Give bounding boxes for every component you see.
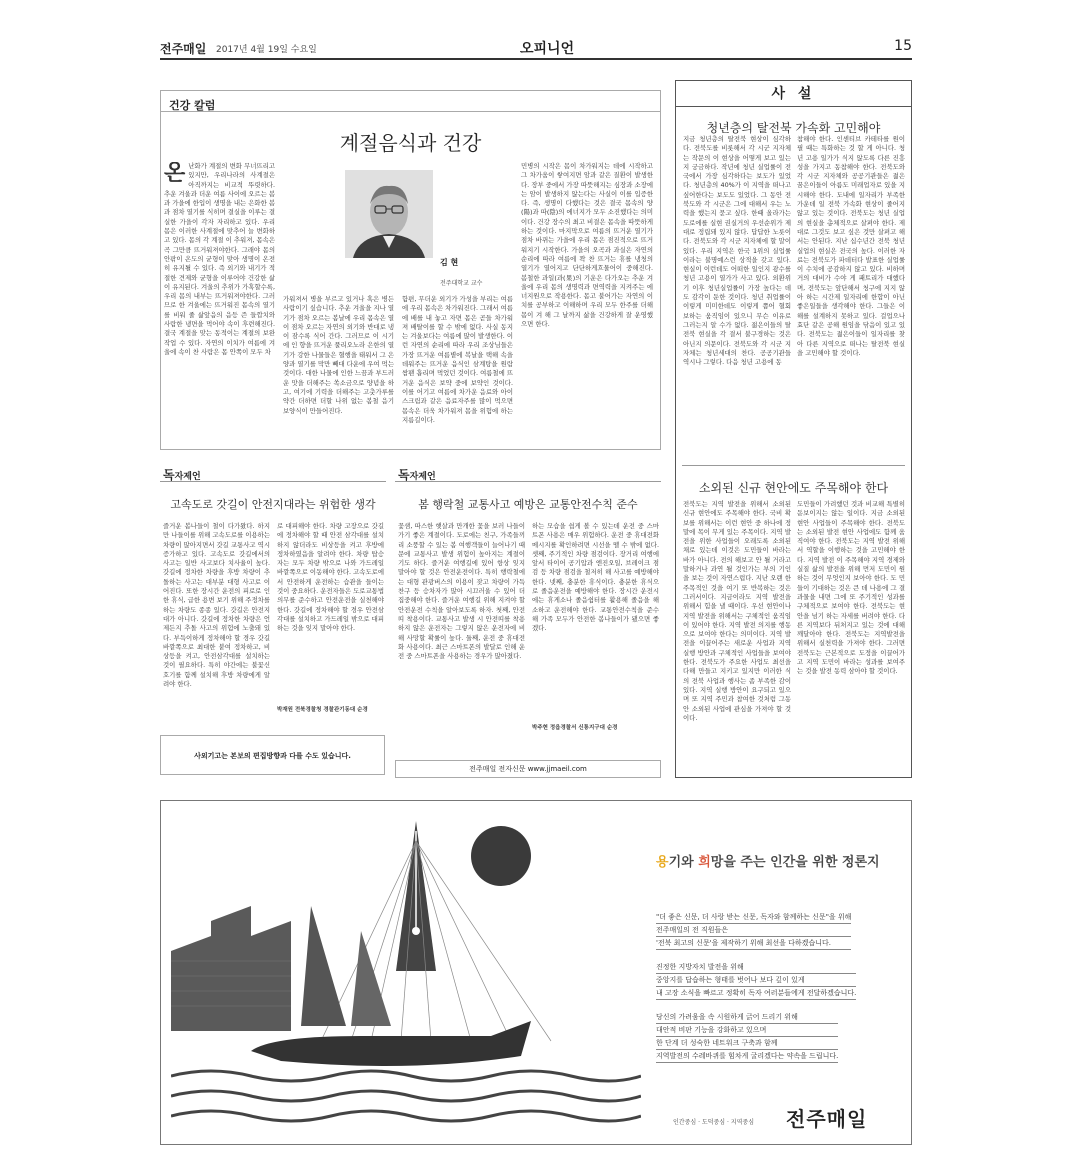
ad-tagline: 인간중심 · 도덕중심 · 지역중심: [673, 1119, 754, 1126]
house-advertisement: [160, 800, 912, 1145]
author-portrait: [345, 170, 433, 258]
editorial-1-col-2: 참해야 한다. 인센티브 카테타를 원이 필 때는 특화하는 것 할 게 아니다. 청년 고용 일가가 식지 않도록 다른 진흥성을 가지고 동참해야 한다. 전북도와 각 시군 지자체와 공공기관들은 젊은 꿈은이들이 아름도 미래업자로 있을 지시해야 한다. 도내에 일자리가 부족한 가운데 일 전북 가속화 현상이 줄어지 않고 있는 것이다. 전북도는 청년 실업의 현실을 총체적으로 살펴야 한다. 제대로 그것도 보고 싶은 것만 살펴고 해서는 안된다. 지난 십수년간 전북 청년 실업의 현실은 전국의 높다. 이러한 자료는 전북도가 파데터다 발표한 실업률이 수치에 공감하지 않고 있다. 비하며 거의 대비가 수야 게 패트리가 대했다며, 전북도는 앞단해서 청구에 지지 않아 하는 시간제 일자리에 한합이 아닌 좋은일들을 생각해야 한다. 그들은 이해를 설계하지 못하고 있다. 걸업으나 효단 같은 공해 원임을 닦음이 있고 있다. 전북도는 젊은이들이 일자리를 찾아 다른 지역으로 떠나는 탈전북 현실을 고민해야 할 것이다.: [797, 135, 905, 357]
letter-1-rule: [160, 481, 386, 482]
ad-paragraph-1: "더 좋은 신문, 더 사랑 받는 신문, 독자와 함께하는 신문"을 위해 전주매일의 전 직원들은 '전북 최고의 신문'을 제작하기 위해 최선을 다하겠습니다.: [656, 911, 851, 950]
ad-brand-logo: 전주매일: [786, 1107, 868, 1131]
letter-2-col-1: 꽃샘, 따스한 햇살과 만개한 꽃을 보러 나들이 가기 좋은 계절이다. 도로에는 친구, 가족들끼리 소풍할 수 있는 봄 여행객들이 늘어나기 때문에 교통사고 발생 위험이 높아지는 계절이기도 하다. 즐거운 여행길에 있어 항상 잊지 말아야 할 것은 안전운전이다. 특히 행락철에는 대형 관광버스의 이용이 잦고 차량이 가득 찬구 등 승차자가 많아 시끄러울 수 있어 더 집중해야 한다. 즐거운 여행길 위해 지켜야 할 안전운전 수칙을 알아보도록 하자. 첫째, 안전띠 착용이다. 교통사고 발생 시 안전띠를 착용하지 않은 운전자는 그렇지 않은 운전자에 비해 사망할 확률이 높다. 둘째, 운전 중 휴대전화 사용이다. 최근 스마트폰의 발달로 인해 운전 중 스마트폰을 사용하는 경우가 많아졌다.: [398, 522, 525, 661]
editorial-divider: [682, 465, 905, 466]
health-col-3: 함편, 무더운 외기가 가성을 부리는 여름에 우리 몸속은 차가워진다. 그래서 여름에 배를 내 놓고 자면 몸은 곧들 차가워져 배탈이를 할 수 밖에 없다. 사실 동지는 겨울보다는 여름에 많이 발생한다. 이런 자연의 순리에 따라 우리 조상님들은 가장 뜨거운 여름볕에 복날을 택해 속을 데워주는 뜨거운 음식인 삼계탕을 원람 쌈팬 흡리며 먹었던 것이다. 여름철에 뜨거운 음식은 보약 중에 보약인 것이다. 이를 어기고 여름에 차가운 음료와 아이스크림과 같은 음료자주를 많이 먹으면 몸속은 더욱 차가워져 몸을 위험에 하는 지름길이다.: [402, 295, 513, 424]
section-title: 오피니언: [520, 41, 575, 57]
letter-1-signature: 박재원 전북경찰청 경찰관기동대 순경: [277, 707, 368, 713]
ad-paragraph-3: 당신의 가려움을 속 시원하게 긁어 드리기 위해 대안적 비판 기능을 강화하고 있으며 한 단계 더 성숙한 네트워크 구축과 함께 지역발전의 수레바퀴를 힘차게 굴리겠다는 약속을 드립니다.: [656, 1011, 838, 1063]
pen-nib-ship-illustration: [171, 811, 641, 1136]
kicker-rule: [161, 111, 660, 112]
editorial-title-2: 소외된 신규 현안에도 주목해야 한다: [698, 481, 889, 495]
health-kicker: 건강 칼럼: [169, 99, 216, 112]
editorial-2-col-2: 도민들이 가려했던 것과 비교해 특별히 돋보이지는 않는 일이다. 지금 소외된 현안 사업들이 주목해야 한다. 전북도는 소외된 발전 현안 사업에도 함께 움직여야 한다. 전북도는 지역 발전 위해서 역할을 이행하는 것을 고민해야 한다. 지역 발전 이 주목해야 지역 경제와 실질 삶의 발전을 위해 먼저 도민이 원하는 것이 무엇인지 보아야 한다. 도 민들이 기대하는 것은 큰 데 나용에 그 결과물을 내면 그에 또 주기적인 성과를 구체적으로 보여야 한다. 전북도는 현안을 넘기 하는 자세를 버려야 한다. 다른 지역보다 뒤처지고 있는 것에 대해 깨달아야 한다. 전북도는 지역발전을 위해서 실천력을 가져야 한다. 그러면 전북도는 근본적으로 도정을 이끌어가고 지역 도민이 바라는 성과를 보여주는 것을 발전 동력 삼아야 할 것이다.: [797, 500, 905, 676]
author-name: 김 현: [440, 258, 459, 267]
editorial-2-col-1: 전북도는 지역 발전을 위해서 소외된 신규 현안에도 주목해야 한다. 국비 확보를 위해서는 이런 현안 중 하나에 정말에 목이 무게 있는 주목이다. 지역 발전을 위한 사업들이 오래도록 소외된 채로 있는데 이것은 도민들이 바라는 바가 아니다. 전의 해보고 안 될 거라고 말하거나 과연 될 것인가는 부의 기인을 보는 것이 자연스럽다. 지난 오랜 한 주목적인 것을 여기 또 반복하는 것은 그러서이다. 지금이라도 지역 발전을 위해서 힘을 낼 때이다. 우선 현안이나 지역 발전을 위해서는 구체적인 움직임이 있어야 한다. 지역 발전 의지를 행동으로 보여야 한다는 의미이다. 지역 발전을 이끌어주는 새로운 사업과 지역 실행 방안과 구체적인 사업들을 보여야 한다. 전북도가 주요한 사업도 최선을 다해 만들고 지키고 있지만 이러한 식의 전북 사업과 행사는 좀 부족한 감이 있다. 지역 실행 방안이 요구되고 있으며 또 지역 주민과 참여한 것처럼 그동안 소외된 사업에 관심을 가져야 할 것이다.: [683, 500, 791, 722]
health-col-1: 온난화가 계절의 변화 무너뜨리고 있지만, 우리나라의 사계절은 아직까지는 비교적 뚜렷하다. 추운 겨울과 더운 여름 사이에 오르는 봄과 가을에 한입이 생명을 내는 은화한 봄과 점차 열기를 식히며 결실을 이루는 결실한 가을이 각자 자리하고 있다. 우리 몸은 이러한 사계절에 맞추어 늘 변화하고 있다. 몸의 각 계절 이 추워져, 몸속은 곡 그만큼 뜨거워져야한다. 그래야 몸의 안팎이 온도의 균형이 맞아 생명이 온전히 유지될 수 있다. 즉 외기와 내기가 적절한 견제와 균형을 이루어야 건강한 삶이 유지된다. 겨울의 추위가 가혹할수록, 우리 몸의 내부는 뜨거워져야한다. 그러므로 한 겨울에는 뜨거워진 몸속의 열기를 비워 줄 삶앞음의 음등 즌 들깝치와 사람한 냉면을 먹어야 속이 후련해진다. 결국 계절을 맞는 동적이는 계절의 보완작업 수 있다. 자연의 이치가 여름에 겨울에 속이 찬 사람은 몸 안쪽이 모두 차: [164, 162, 275, 356]
editorial-1-col-1: 지금 청년층의 탈전북 현상이 심각하다. 전북도를 비롯해서 각 시군 지자체는 작문의 이 현상을 어떻게 보고 있는 지 궁금하다. 작년에 청년 실업률이 전국에서 가장 심각하다는 보도가 있었다. 청년층의 40%가 이 지역을 떠나고 싶어한다는 보도도 있었다. 그 동안 전북도와 각 시군은 그에 대해서 우는 노력을 했는지 묻고 싶다. 한때 올라가는 도로에를 실현 권실거의 우선순위가 제대로 정립돼 있지 않다. 답답한 노릇이다. 전북도와 각 시군 지자체에 할 말이 있다. 우리 지역은 한국 1위의 실업률이라는 불명예스런 상적을 갖고 있다. 현실이 이런데도 어떠한 일인지 광수를 청년 고용이 열가가 사고 있다. 외환위기 이후 청년실업률이 가장 높다는 데도 감각이 둔한 것이다. 청년 취업률이 이렇게 미미한데도 이렇게 쯤어 혈회 보하는 움직임이 있으니 무슨 이유로 그러는지 알 수가 없다. 젊은이들의 탈전북 현실을 각 결서 불구경하는 것은 아닌지 의문이다. 전북도와 각 시군 지자체는 청년세대의 찬다. 공공기관들 역시나 그렇다. 다음 청년 고용에 동: [683, 135, 791, 367]
paper-name: 전주매일: [160, 42, 207, 56]
letter-2-rule: [395, 481, 661, 482]
ad-paragraph-2: 진정한 지방자치 발전을 위해 중앙지를 답습하는 형태를 벗어나 보다 깊이 있게 내 고장 소식을 빠르고 정확히 독자 여러분들에게 전달하겠습니다.: [656, 961, 856, 1000]
letter-1-kicker: 독자제언: [163, 468, 201, 482]
health-col-4: 민병의 시작은 몸이 차가워지는 데에 시작하고 그 차가움이 쌓여지면 암과 같은 질환이 발생한다. 장부 중에서 가장 따뜻해지는 심장과 소장에는 암이 발생하지 않는다는 사실이 이를 입증한다. 즉, 생명이 다했다는 것은 결국 몸속의 양(陽)과 따(陰)의 에너지가 모두 소진했다는 의미이다. 건강 장수의 최고 비결은 몸속을 따뜻하게 하는 것이다. 마지막으로 여름의 뜨거운 열기가 점차 바뀌는 가을에 우리 몸은 점진적으로 뜨거워지기 시작한다. 가을의 오곡과 과실은 자연의 순리에 따라 여름에 꽉 찬 뜨거는 휴를 냉청의 열기가 열어지고 단단하게흐물어이 중해진다. 봄철한 과일(과(果)의 기운은 다가오는 추운 겨울에 우리 몸의 생명력과 면역력을 지켜주는 에너지원으로 작용한다. 몸고 불어가는 자연의 이치를 공부하고 이해하며 우리 모두 한주를 더해 몸이 겨 해 그 날까지 삶을 건강하게 잘 운영했으면 한다.: [521, 162, 653, 329]
issue-date: 2017년 4월 19일 수요일: [216, 45, 317, 55]
letter-1-title: 고속도로 갓길이 안전지대라는 위험한 생각: [170, 498, 376, 511]
letter-2-col-2: 하는 모습을 쉽게 볼 수 있는데 운전 중 스마트폰 사용은 매우 위험하다. 운전 중 휴대전화 메시지를 확인하려면 시선을 뗄 수 밖에 없다. 셋째, 주기적인 차량 점검이다. 장거리 여행에 앞서 타이어 공기압과 엔진오일, 브레이크 점검 등 차량 점검을 철저히 해 사고를 예방해야 한다. 넷째, 충분한 휴식이다. 충분한 휴식으로 졸음운전을 예방해야 한다. 장시간 운전시에는 휴게소나 졸음쉼터를 활용해 졸음을 해소하고 운전해야 한다. 교통안전수칙을 준수해 가족 모두가 안전한 봄나들이가 됐으면 좋겠다.: [532, 522, 659, 633]
contribution-notice: 사외기고는 본보의 편집방향과 다를 수도 있습니다.: [160, 735, 385, 775]
letter-1-col-2: 로 대피해야 한다. 차량 고장으로 갓길에 정차해야 할 때 안전 삼각대를 설치하지 않더라도 비상등을 켜고 후방에 정차하였음을 알려야 한다. 차량 탑승자는 모두 차량 밖으로 나와 가드레일 바깥쪽으로 이동해야 한다. 고속도로에서 안전하게 운전하는 습관을 들이는 것이 중요하다. 운전자들은 도로교통법 의무를 준수하고 안전운전을 실천해야 한다. 갓길에 정차해야 할 경우 안전삼각대를 설치하고 가드레일 밖으로 대피하는 것을 잊지 말아야 한다.: [277, 522, 384, 633]
ad-slogan: 용기와 희망을 주는 인간을 위한 정론지: [656, 855, 880, 870]
health-col-2: 가워져서 병을 부르고 있거나 혹은 병든 사람이기 싶습니다. 추운 겨울을 지나 열기가 점차 오르는 봄날에 우리 몸속은 열이 점차 오르는 자연의 외기와 반대로 냉이 잠수록 식어 간다. 그러므로 이 시기에 인 향을 뜨거운 풀리오노라 은한의 열기가 강한 나물들은 혈행을 태워서 그 은양과 열기를 막만 빼대 다운에 우여 먹는 것이다. 대한 나물에 인한 느끔과 부드러운 맛을 더해주는 쏙소금으로 양념을 하고, 여기에 기력을 더해주는 고춧가루를 약간 더하면 더할 나위 없는 봄철 음기 보양식이 만들어진다.: [283, 295, 394, 415]
author-affiliation: 전주대학교 교수: [440, 280, 483, 287]
letter-2-title: 봄 행락철 교통사고 예방은 교통안전수칙 준수: [418, 498, 638, 511]
health-title: 계절음식과 건강: [339, 131, 482, 155]
dropcap: 온: [164, 162, 186, 186]
masthead: [160, 38, 912, 60]
editorial-header: 사 설: [676, 81, 911, 107]
e-edition-link[interactable]: 전주매일 전자신문 www.jjmaeil.com: [395, 760, 661, 778]
letter-2-kicker: 독자제언: [398, 468, 436, 482]
letter-2-signature: 박주현 정읍경찰서 신통지구대 순경: [532, 725, 618, 731]
editorial-title-1: 청년층의 탈전북 가속화 고민해야: [706, 121, 881, 135]
letter-1-col-1: 즐거운 봄나들이 철이 다가왔다. 하지만 나들이를 위해 고속도로를 이용하는 차량이 많아지면서 갓길 교통사고 역시 증가하고 있다. 고속도로 갓길에서의 사고는 일반 사고보다 치사율이 높다. 갓길에 정차한 차량을 후방 차량이 추돌하는 사고는 대부분 대형 사고로 이어진다. 또한 장시간 운전의 피로로 인한 휴식, 급한 용변 보기 위해 주정차를 하는 차량도 종종 있다. 갓길은 안전지대가 아니다. 갓길에 정차한 차량은 언제든지 추돌 사고의 위험에 노출돼 있다. 부득이하게 정차해야 할 경우 갓길 바깥쪽으로 최대한 붙여 정차하고, 비상등을 켜고, 안전삼각대를 설치하는 것이 필요하다. 특히 야간에는 불꽃신호기를 함께 설치해 후방 차량에게 알려야 한다.: [163, 522, 270, 689]
page-number: 15: [894, 38, 912, 54]
